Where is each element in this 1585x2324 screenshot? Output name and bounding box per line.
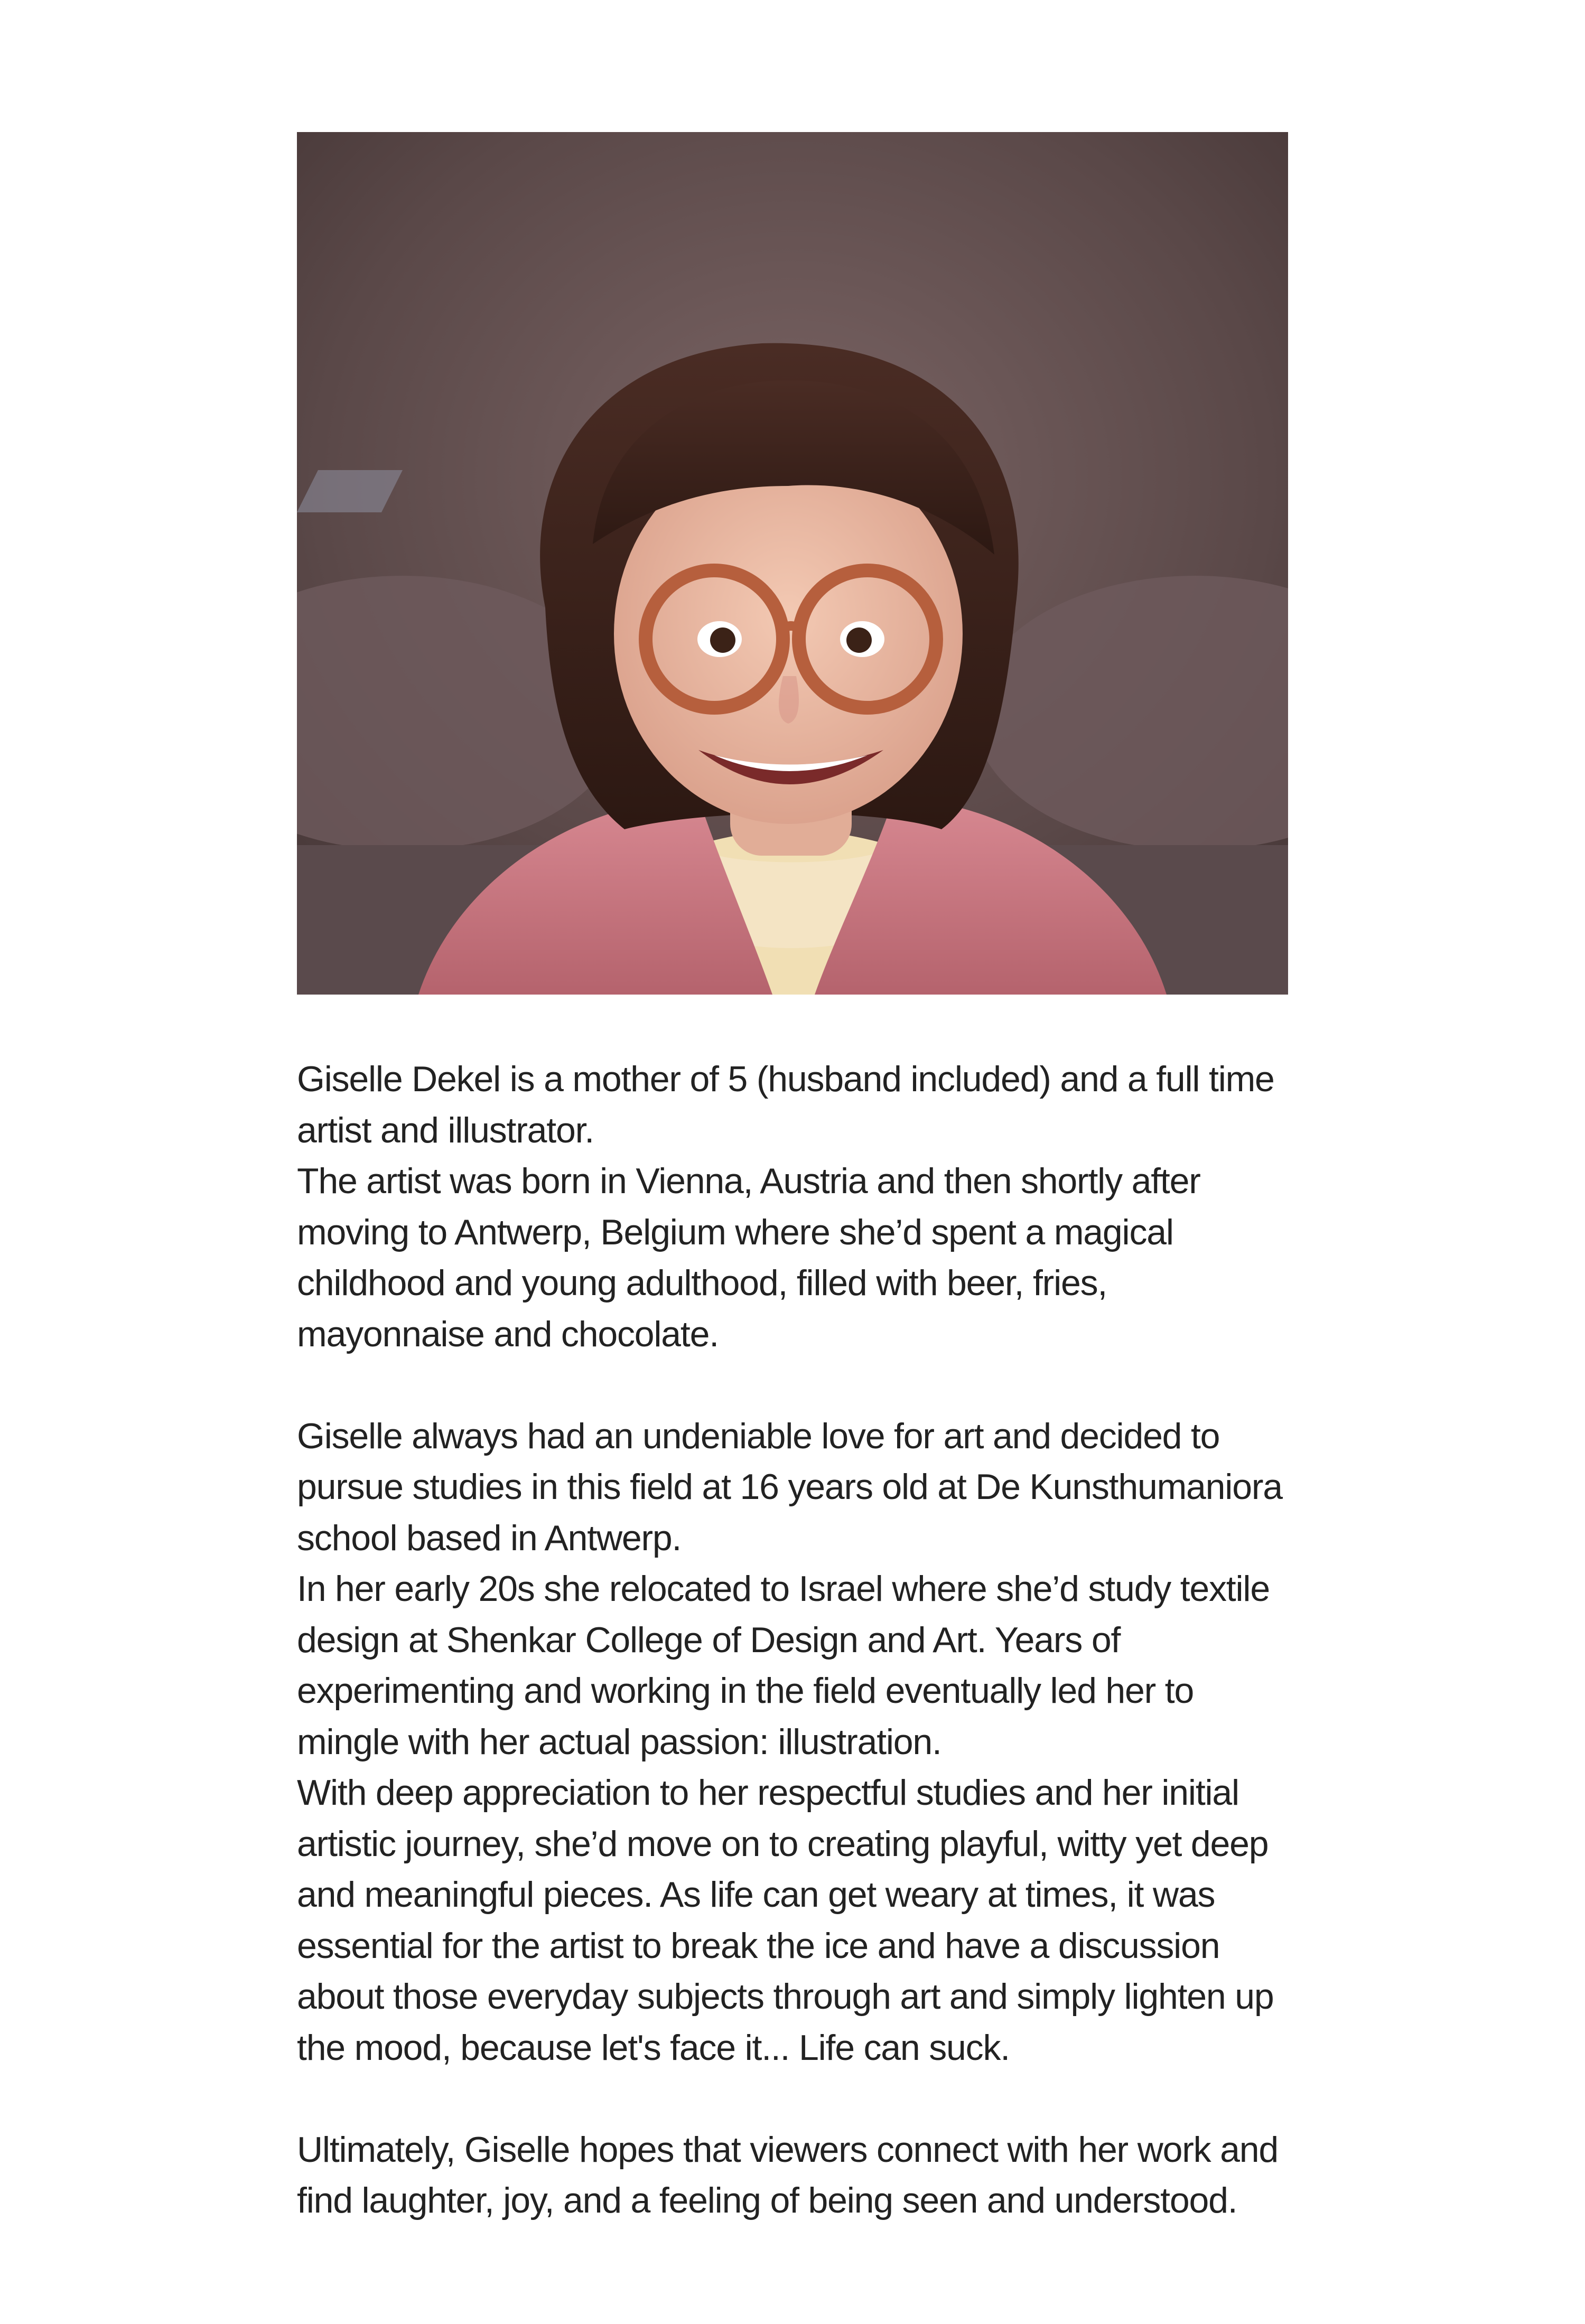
bio-text — [297, 1054, 1301, 2226]
bio-paragraph-3: Giselle always had an undeniable love for art and decided to pursue studies in this field at 16 years old at De Kunsthumaniora school based in Antwerp. — [297, 1416, 1282, 1558]
bio-paragraph-2: The artist was born in Vienna, Austria and then shortly after moving to Antwerp, Belgium where she’d spent a magical childhood and young adulthood, filled with beer, fries, mayonnaise and chocolate. — [297, 1161, 1200, 1354]
bio-paragraph-5: With deep appreciation to her respectful studies and her initial artistic journey, she’d move on to creating playful, witty yet deep and meaningful pieces. As life can get weary at times, it was essential for the artist to break the ice and have a discussion about those everyday subjects through art and simply lighten up the mood, because let's face it... Life can suck. — [297, 1773, 1274, 2068]
bio-paragraph-6: Ultimately, Giselle hopes that viewers connect with her work and find laughter, joy, and a feeling of being seen and understood. — [297, 2129, 1279, 2220]
portrait-illustration — [297, 132, 1288, 995]
bio-paragraph-1: Giselle Dekel is a mother of 5 (husband included) and a full time artist and illustrator. — [297, 1059, 1274, 1150]
paragraph-spacer — [297, 2073, 1301, 2124]
portrait-photo — [297, 132, 1288, 995]
bio-paragraph-4: In her early 20s she relocated to Israel where she’d study textile design at Shenkar College of Design and Art. Years of experimenting and working in the field eventually led her to mingle with her actual passion: illustration. — [297, 1569, 1270, 1762]
paragraph-spacer — [297, 1360, 1301, 1411]
